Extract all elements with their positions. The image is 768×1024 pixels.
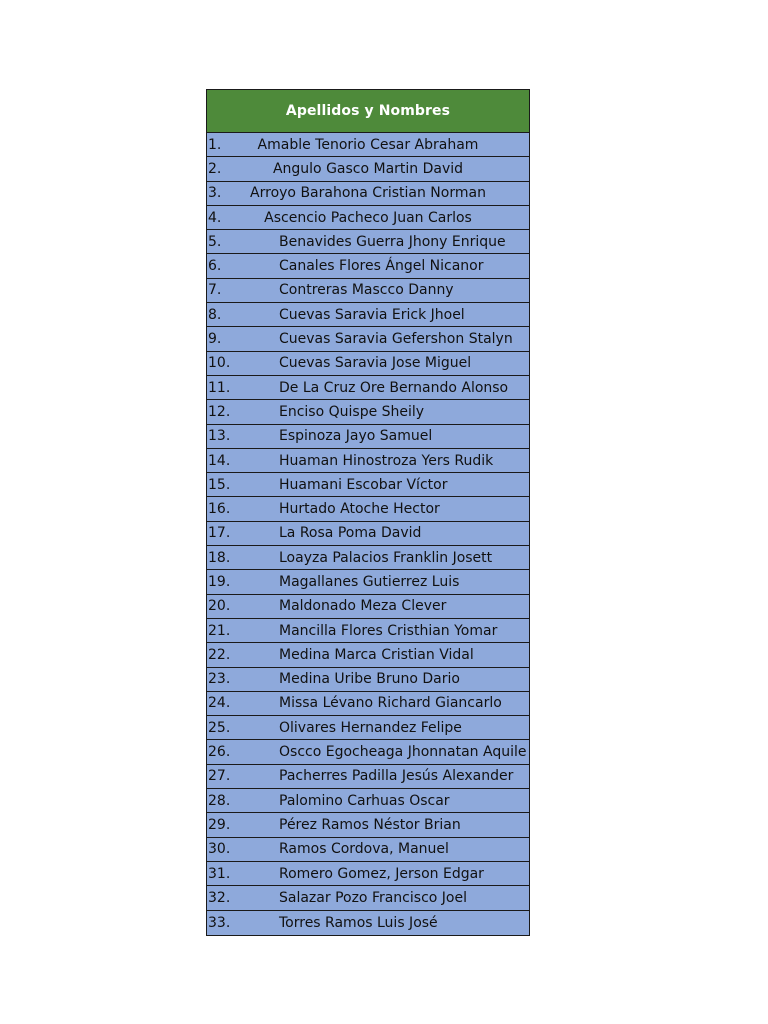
row-number: 8.: [208, 306, 222, 323]
row-name: Cuevas Saravia Erick Jhoel: [279, 306, 465, 323]
table-row: [207, 546, 529, 570]
table-row: [207, 911, 529, 935]
row-name: Oscco Egocheaga Jhonnatan Aquile: [279, 744, 527, 761]
row-name: Huamani Escobar Víctor: [279, 476, 448, 493]
row-name: Medina Uribe Bruno Dario: [279, 671, 460, 688]
row-number: 10.: [208, 355, 231, 372]
row-number: 1.: [208, 136, 222, 153]
row-name: Torres Ramos Luis José: [279, 914, 438, 931]
row-name: Pacherres Padilla Jesús Alexander: [279, 768, 514, 785]
table-row: [207, 595, 529, 619]
row-name: Huaman Hinostroza Yers Rudik: [279, 452, 494, 469]
row-number: 7.: [208, 282, 222, 299]
row-number: 27.: [208, 768, 231, 785]
table-row: [207, 400, 529, 424]
row-name: La Rosa Poma David: [279, 525, 422, 542]
row-number: 23.: [208, 671, 231, 688]
row-number: 15.: [208, 476, 231, 493]
row-name: Enciso Quispe Sheily: [279, 403, 425, 420]
row-number: 6.: [208, 258, 222, 275]
row-name: Olivares Hernandez Felipe: [279, 719, 462, 736]
row-number: 20.: [208, 598, 231, 615]
row-number: 22.: [208, 646, 231, 663]
table-row: [207, 643, 529, 667]
row-name: Cuevas Saravia Gefershon Stalyn: [279, 331, 513, 348]
row-number: 4.: [208, 209, 222, 226]
header-label: Apellidos y Nombres: [285, 103, 451, 119]
table-row: [207, 473, 529, 497]
row-number: 5.: [208, 233, 222, 250]
row-number: 32.: [208, 889, 231, 906]
row-name: Romero Gomez, Jerson Edgar: [279, 865, 484, 882]
row-number: 18.: [208, 549, 231, 566]
table-row: [207, 182, 529, 206]
row-name: De La Cruz Ore Bernando Alonso: [279, 379, 509, 396]
row-number: 33.: [208, 914, 231, 931]
table-row: [207, 157, 529, 181]
row-number: 25.: [208, 719, 231, 736]
table-row: [207, 668, 529, 692]
row-name: Hurtado Atoche Hector: [279, 501, 440, 518]
row-name: Amable Tenorio Cesar Abraham: [257, 136, 479, 153]
table-row: [207, 206, 529, 230]
row-name: Medina Marca Cristian Vidal: [279, 646, 474, 663]
table-header: [207, 89, 529, 133]
table-row: [207, 497, 529, 521]
table-row: [207, 716, 529, 740]
row-number: 29.: [208, 816, 231, 833]
row-name: Loayza Palacios Franklin Josett: [279, 549, 493, 566]
row-number: 26.: [208, 744, 231, 761]
table-row: [207, 692, 529, 716]
row-number: 12.: [208, 403, 231, 420]
table-row: [207, 449, 529, 473]
table-row: [207, 327, 529, 351]
table-row: [207, 133, 529, 157]
table-row: [207, 376, 529, 400]
table-row: [207, 740, 529, 764]
row-name: Benavides Guerra Jhony Enrique: [279, 233, 506, 250]
row-number: 31.: [208, 865, 231, 882]
row-number: 21.: [208, 622, 231, 639]
row-number: 30.: [208, 841, 231, 858]
row-name: Pérez Ramos Néstor Brian: [279, 816, 461, 833]
table-row: [207, 230, 529, 254]
row-number: 11.: [208, 379, 231, 396]
row-number: 14.: [208, 452, 231, 469]
table-row: [207, 765, 529, 789]
row-name: Angulo Gasco Martin David: [272, 160, 464, 177]
table-row: [207, 813, 529, 837]
table-row: [207, 619, 529, 643]
row-name: Cuevas Saravia Jose Miguel: [279, 355, 472, 372]
table-row: [207, 254, 529, 278]
table-row: [207, 303, 529, 327]
table-row: [207, 570, 529, 594]
table-row: [207, 425, 529, 449]
row-name: Contreras Mascco Danny: [279, 282, 454, 299]
row-number: 2.: [208, 160, 222, 177]
row-name: Ramos Cordova, Manuel: [279, 841, 449, 858]
row-number: 13.: [208, 428, 231, 445]
table-row: [207, 522, 529, 546]
row-name: Maldonado Meza Clever: [279, 598, 447, 615]
names-table: [206, 89, 530, 936]
table-row: [207, 862, 529, 886]
row-number: 16.: [208, 501, 231, 518]
row-name: Arroyo Barahona Cristian Norman: [250, 185, 486, 202]
row-number: 9.: [208, 331, 222, 348]
row-number: 24.: [208, 695, 231, 712]
table-row: [207, 838, 529, 862]
row-name: Salazar Pozo Francisco Joel: [279, 889, 467, 906]
row-name: Palomino Carhuas Oscar: [279, 792, 450, 809]
row-number: 28.: [208, 792, 231, 809]
table-row: [207, 352, 529, 376]
table-row: [207, 279, 529, 303]
row-number: 17.: [208, 525, 231, 542]
row-number: 19.: [208, 573, 231, 590]
row-name: Canales Flores Ángel Nicanor: [279, 258, 484, 275]
row-name: Missa Lévano Richard Giancarlo: [279, 695, 502, 712]
table-row: [207, 886, 529, 910]
row-name: Mancilla Flores Cristhian Yomar: [279, 622, 498, 639]
table-row: [207, 789, 529, 813]
row-number: 3.: [208, 185, 222, 202]
row-name: Ascencio Pacheco Juan Carlos: [264, 209, 472, 226]
table-body: [207, 133, 529, 935]
row-name: Magallanes Gutierrez Luis: [279, 573, 460, 590]
row-name: Espinoza Jayo Samuel: [279, 428, 433, 445]
